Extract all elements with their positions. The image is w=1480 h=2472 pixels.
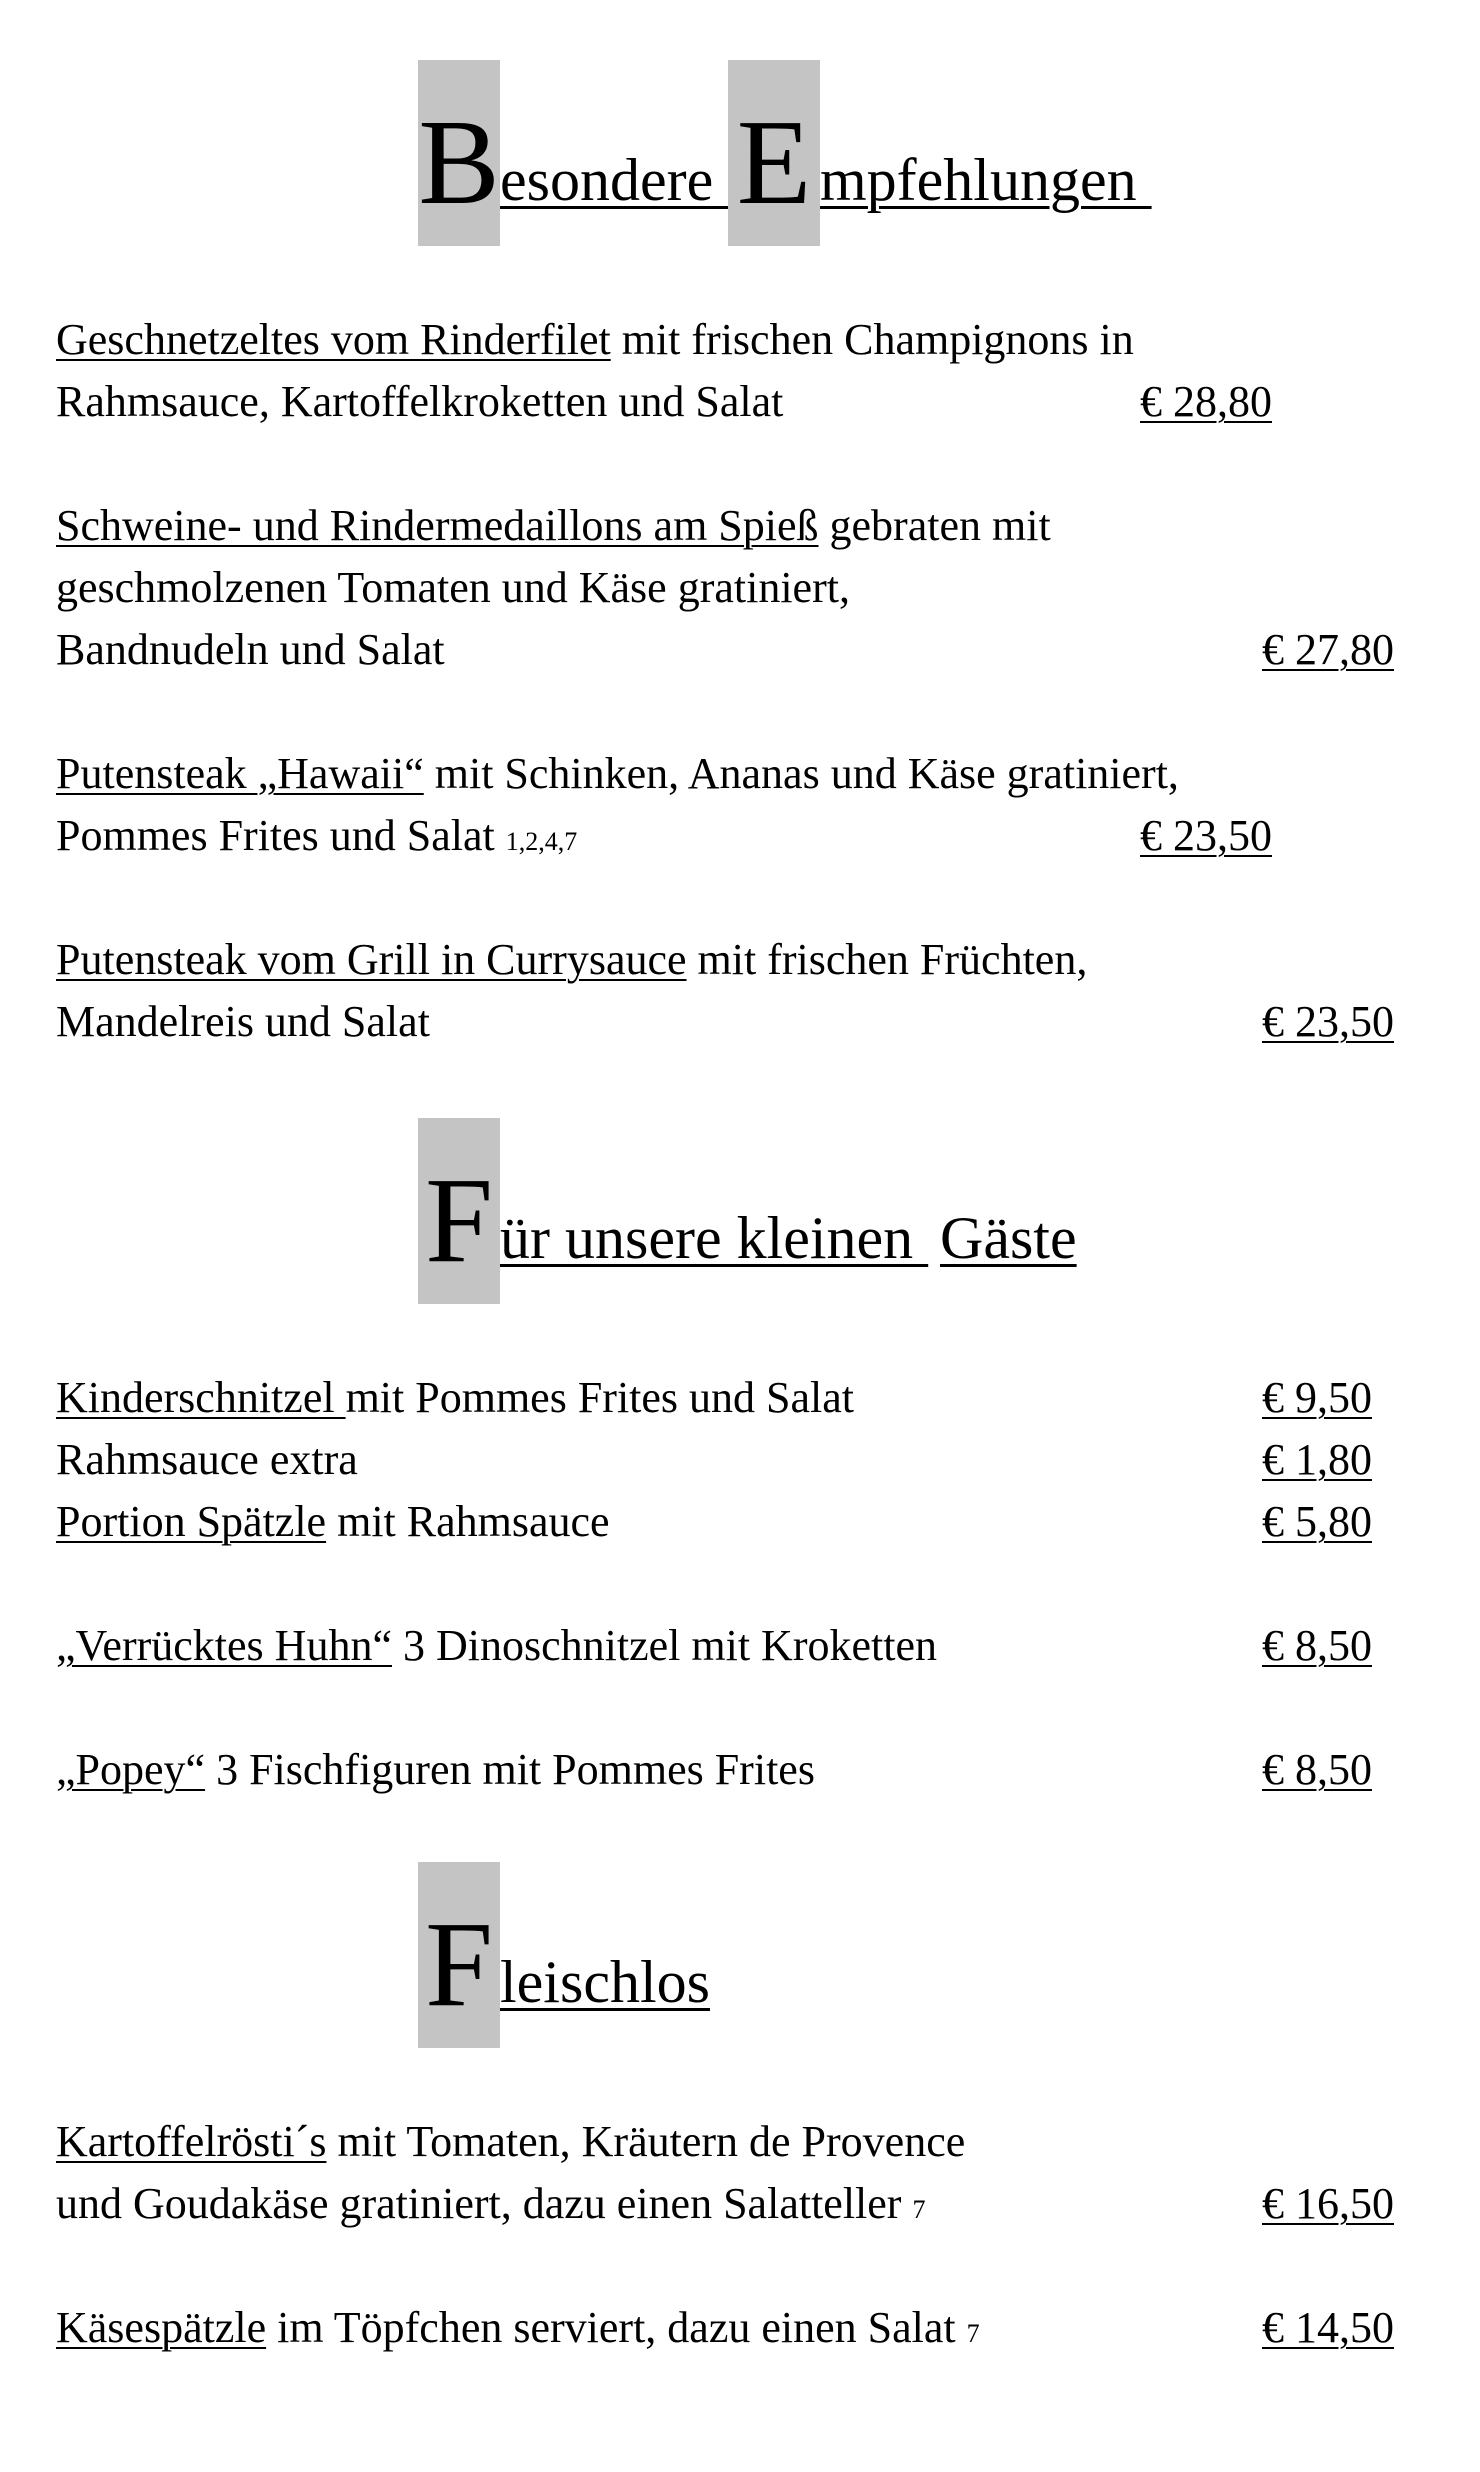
menu-item-line	[56, 1373, 855, 1422]
menu-item-line	[56, 2117, 966, 2166]
drop-cap-f: F	[418, 1862, 500, 2048]
dish-description: mit Schinken, Ananas und Käse gratiniert,	[423, 749, 1179, 798]
dish-name: Portion Spätzle	[56, 1497, 327, 1546]
price: € 23,50	[1262, 997, 1394, 1046]
menu-item-line	[56, 935, 1088, 984]
section-heading-besondere-empfehlungen	[418, 60, 1178, 246]
dish-name: Schweine- und Rindermedaillons am Spieß	[56, 501, 819, 550]
dish-name: „Verrücktes Huhn“	[56, 1621, 392, 1670]
section-heading-fleischlos	[418, 1862, 818, 2048]
price: € 14,50	[1262, 2303, 1394, 2352]
heading-text-part1: ür unsere kleinen	[500, 1205, 929, 1271]
menu-item-line	[56, 315, 1134, 364]
price: € 8,50	[1262, 1621, 1372, 1670]
dish-name: „Popey“	[56, 1745, 206, 1794]
dish-name: Geschnetzeltes vom Rinderfilet	[56, 315, 611, 364]
menu-item-line: und Goudakäse gratiniert, dazu einen Salatteller 7	[56, 2179, 926, 2228]
dish-description: gebraten mit	[818, 501, 1051, 550]
price: € 9,50	[1262, 1373, 1372, 1422]
price: € 1,80	[1262, 1435, 1372, 1484]
dish-name: Kartoffelrösti´s	[56, 2117, 327, 2166]
dish-description: mit Tomaten, Kräutern de Provence	[326, 2117, 966, 2166]
menu-item-line: Mandelreis und Salat	[56, 997, 430, 1046]
price: € 27,80	[1262, 625, 1394, 674]
menu-item-line: geschmolzenen Tomaten und Käse gratiniert,	[56, 563, 850, 612]
dish-description: im Töpfchen serviert, dazu einen Salat	[266, 2303, 967, 2352]
menu-item-line	[56, 501, 1051, 550]
dish-description: mit Pommes Frites und Salat	[345, 1373, 855, 1422]
dish-description: mit frischen Früchten,	[686, 935, 1088, 984]
dish-name: Putensteak vom Grill in Currysauce	[56, 935, 687, 984]
drop-cap-b: B	[418, 60, 500, 246]
menu-item-line	[56, 749, 1179, 798]
dish-name: Putensteak „Hawaii“	[56, 749, 424, 798]
menu-item-line: Rahmsauce, Kartoffelkroketten und Salat	[56, 377, 784, 426]
heading-text-part1: leischlos	[500, 1949, 710, 2015]
menu-item-line	[56, 2303, 980, 2352]
price: € 23,50	[1140, 811, 1272, 860]
price: € 8,50	[1262, 1745, 1372, 1794]
heading-text-part1: esondere	[500, 147, 729, 213]
menu-item-line: Bandnudeln und Salat	[56, 625, 445, 674]
menu-item-line	[56, 1745, 815, 1794]
dish-description: 3 Fischfiguren mit Pommes Frites	[205, 1745, 815, 1794]
price: € 28,80	[1140, 377, 1272, 426]
dish-name: Käsespätzle	[56, 2303, 267, 2352]
dish-name: Kinderschnitzel	[56, 1373, 346, 1422]
allergen-codes: 1,2,4,7	[505, 827, 578, 856]
menu-item-line: Pommes Frites und Salat 1,2,4,7	[56, 811, 578, 860]
dish-description: mit frischen Champignons in	[610, 315, 1134, 364]
drop-cap-e: E	[728, 60, 820, 246]
heading-text-part2: Gäste	[940, 1205, 1077, 1271]
price: € 16,50	[1262, 2179, 1394, 2228]
allergen-codes: 7	[966, 2319, 980, 2348]
section-heading-kleine-gaeste	[418, 1118, 1118, 1304]
dish-description: mit Rahmsauce	[326, 1497, 610, 1546]
menu-item-line	[56, 1497, 610, 1546]
allergen-codes: 7	[912, 2195, 926, 2224]
heading-text-part2: mpfehlungen	[820, 147, 1152, 213]
dish-description: Rahmsauce extra	[56, 1435, 358, 1484]
menu-item-line	[56, 1435, 358, 1484]
dish-description: 3 Dinoschnitzel mit Kroketten	[391, 1621, 937, 1670]
drop-cap-f: F	[418, 1118, 500, 1304]
price: € 5,80	[1262, 1497, 1372, 1546]
menu-item-line	[56, 1621, 937, 1670]
